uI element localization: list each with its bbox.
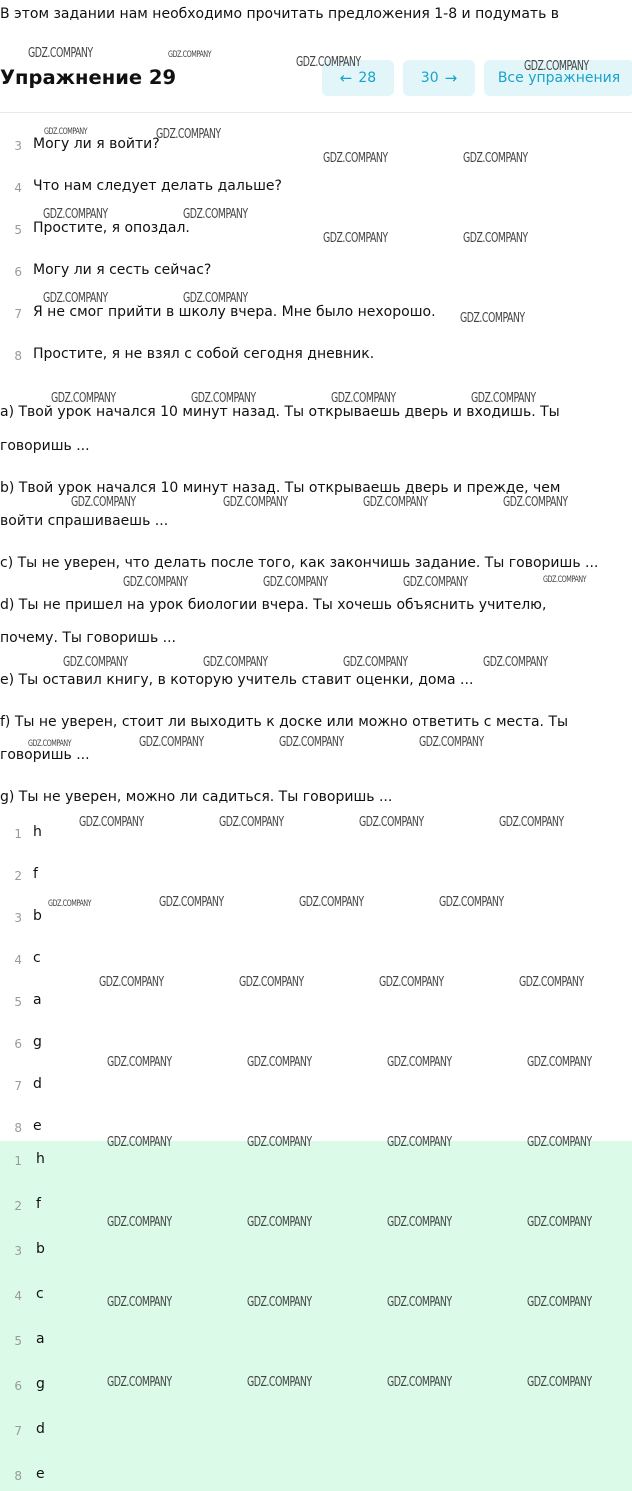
item-number: 8 xyxy=(14,349,22,363)
situation-line: f) Ты не уверен, стоит ли выходить к доске или можно ответить с места. Ты xyxy=(0,714,569,730)
watermark-text: GDZ.COMPANY xyxy=(463,151,528,166)
watermark-text: GDZ.COMPANY xyxy=(363,495,428,510)
watermark-text: GDZ.COMPANY xyxy=(247,1055,312,1070)
watermark-text: GDZ.COMPANY xyxy=(168,50,212,60)
answer-letter: f xyxy=(36,1196,41,1212)
situation-line: d) Ты не пришел на урок биологии вчера. Ты хочешь объяснить учителю, xyxy=(0,597,547,613)
watermark-text: GDZ.COMPANY xyxy=(379,975,444,990)
answer-letter: a xyxy=(36,1331,45,1347)
watermark-text: GDZ.COMPANY xyxy=(159,895,224,910)
situation-line: e) Ты оставил книгу, в которую учитель ставит оценки, дома ... xyxy=(0,672,474,688)
intro-text: В этом задании нам необходимо прочитать предложения 1-8 и подумать в xyxy=(0,6,560,22)
watermark-text: GDZ.COMPANY xyxy=(403,575,468,590)
prev-exercise-button[interactable] xyxy=(322,60,394,96)
watermark-text: GDZ.COMPANY xyxy=(543,575,587,585)
header-divider xyxy=(0,112,632,113)
watermark-text: GDZ.COMPANY xyxy=(279,735,344,750)
watermark-text: GDZ.COMPANY xyxy=(527,1215,592,1230)
watermark-text: GDZ.COMPANY xyxy=(99,975,164,990)
item-number: 3 xyxy=(14,139,22,153)
item-number: 5 xyxy=(14,1334,22,1348)
answer-letter: c xyxy=(33,950,41,966)
watermark-text: GDZ.COMPANY xyxy=(107,1375,172,1390)
item-number: 6 xyxy=(14,1379,22,1393)
watermark-text: GDZ.COMPANY xyxy=(79,815,144,830)
watermark-text: GDZ.COMPANY xyxy=(323,151,388,166)
situation-line: g) Ты не уверен, можно ли садиться. Ты говоришь ... xyxy=(0,789,393,805)
watermark-text: GDZ.COMPANY xyxy=(387,1135,452,1150)
watermark-text: GDZ.COMPANY xyxy=(28,739,72,749)
watermark-text: GDZ.COMPANY xyxy=(527,1375,592,1390)
watermark-text: GDZ.COMPANY xyxy=(299,895,364,910)
item-number: 8 xyxy=(14,1469,22,1483)
watermark-text: GDZ.COMPANY xyxy=(107,1135,172,1150)
item-number: 2 xyxy=(14,869,22,883)
watermark-text: GDZ.COMPANY xyxy=(387,1055,452,1070)
watermark-text: GDZ.COMPANY xyxy=(203,655,268,670)
watermark-text: GDZ.COMPANY xyxy=(191,391,256,406)
sentence-text: Что нам следует делать дальше? xyxy=(33,178,282,194)
sentence-text: Простите, я не взял с собой сегодня дневник. xyxy=(33,346,375,362)
watermark-text: GDZ.COMPANY xyxy=(524,59,589,74)
item-number: 4 xyxy=(14,953,22,967)
situation-line: b) Твой урок начался 10 минут назад. Ты открываешь дверь и прежде, чем xyxy=(0,480,561,496)
watermark-text: GDZ.COMPANY xyxy=(247,1135,312,1150)
situation-line: почему. Ты говоришь ... xyxy=(0,630,176,646)
watermark-text: GDZ.COMPANY xyxy=(331,391,396,406)
item-number: 6 xyxy=(14,265,22,279)
watermark-text: GDZ.COMPANY xyxy=(48,899,92,909)
item-number: 5 xyxy=(14,995,22,1009)
situation-line: войти спрашиваешь ... xyxy=(0,513,169,529)
watermark-text: GDZ.COMPANY xyxy=(460,311,525,326)
page-title: Упражнение 29 xyxy=(0,66,177,89)
item-number: 5 xyxy=(14,223,22,237)
watermark-text: GDZ.COMPANY xyxy=(123,575,188,590)
item-number: 8 xyxy=(14,1121,22,1135)
watermark-text: GDZ.COMPANY xyxy=(519,975,584,990)
watermark-text: GDZ.COMPANY xyxy=(43,207,108,222)
situation-line: говоришь ... xyxy=(0,747,90,763)
item-number: 6 xyxy=(14,1037,22,1051)
watermark-text: GDZ.COMPANY xyxy=(107,1295,172,1310)
answer-letter: h xyxy=(33,824,42,840)
item-number: 3 xyxy=(14,911,22,925)
watermark-text: GDZ.COMPANY xyxy=(247,1215,312,1230)
watermark-text: GDZ.COMPANY xyxy=(223,495,288,510)
watermark-text: GDZ.COMPANY xyxy=(247,1295,312,1310)
watermark-text: GDZ.COMPANY xyxy=(387,1375,452,1390)
watermark-text: GDZ.COMPANY xyxy=(28,46,93,61)
answer-letter: g xyxy=(36,1376,45,1392)
sentence-text: Могу ли я войти? xyxy=(33,136,160,152)
watermark-text: GDZ.COMPANY xyxy=(139,735,204,750)
solution-block xyxy=(0,1141,632,1491)
watermark-text: GDZ.COMPANY xyxy=(419,735,484,750)
answer-letter: c xyxy=(36,1286,44,1302)
watermark-text: GDZ.COMPANY xyxy=(323,231,388,246)
situation-line: a) Твой урок начался 10 минут назад. Ты открываешь дверь и входишь. Ты xyxy=(0,404,560,420)
answer-letter: a xyxy=(33,992,42,1008)
answer-letter: d xyxy=(33,1076,42,1092)
watermark-text: GDZ.COMPANY xyxy=(387,1295,452,1310)
item-number: 1 xyxy=(14,1154,22,1168)
item-number: 3 xyxy=(14,1244,22,1258)
watermark-text: GDZ.COMPANY xyxy=(107,1055,172,1070)
watermark-text: GDZ.COMPANY xyxy=(183,207,248,222)
item-number: 7 xyxy=(14,1079,22,1093)
watermark-text: GDZ.COMPANY xyxy=(527,1295,592,1310)
item-number: 4 xyxy=(14,1289,22,1303)
watermark-text: GDZ.COMPANY xyxy=(247,1375,312,1390)
watermark-text: GDZ.COMPANY xyxy=(471,391,536,406)
answer-letter: b xyxy=(33,908,42,924)
watermark-text: GDZ.COMPANY xyxy=(296,55,361,70)
watermark-text: GDZ.COMPANY xyxy=(359,815,424,830)
watermark-text: GDZ.COMPANY xyxy=(156,127,221,142)
watermark-text: GDZ.COMPANY xyxy=(483,655,548,670)
answer-letter: h xyxy=(36,1151,45,1167)
item-number: 2 xyxy=(14,1199,22,1213)
watermark-text: GDZ.COMPANY xyxy=(527,1135,592,1150)
answer-letter: d xyxy=(36,1421,45,1437)
answer-letter: g xyxy=(33,1034,42,1050)
watermark-text: GDZ.COMPANY xyxy=(239,975,304,990)
answer-letter: b xyxy=(36,1241,45,1257)
watermark-text: GDZ.COMPANY xyxy=(503,495,568,510)
watermark-text: GDZ.COMPANY xyxy=(107,1215,172,1230)
answer-letter: f xyxy=(33,866,38,882)
sentence-text: Могу ли я сесть сейчас? xyxy=(33,262,212,278)
watermark-text: GDZ.COMPANY xyxy=(499,815,564,830)
answer-letter: e xyxy=(36,1466,45,1482)
item-number: 7 xyxy=(14,307,22,321)
next-exercise-button[interactable] xyxy=(403,60,475,96)
all-exercises-button[interactable] xyxy=(484,60,632,96)
prev-exercise-label: 28 xyxy=(358,70,377,86)
watermark-text: GDZ.COMPANY xyxy=(219,815,284,830)
situation-line: c) Ты не уверен, что делать после того, как закончишь задание. Ты говоришь ... xyxy=(0,555,599,571)
sentence-text: Я не смог прийти в школу вчера. Мне было нехорошо. xyxy=(33,304,436,320)
sentence-text: Простите, я опоздал. xyxy=(33,220,190,236)
answer-letter: e xyxy=(33,1118,42,1134)
watermark-text: GDZ.COMPANY xyxy=(463,231,528,246)
watermark-text: GDZ.COMPANY xyxy=(44,127,88,137)
item-number: 7 xyxy=(14,1424,22,1438)
watermark-text: GDZ.COMPANY xyxy=(263,575,328,590)
watermark-text: GDZ.COMPANY xyxy=(43,291,108,306)
all-exercises-label: Все упражнения xyxy=(497,70,621,86)
watermark-text: GDZ.COMPANY xyxy=(439,895,504,910)
watermark-text: GDZ.COMPANY xyxy=(63,655,128,670)
watermark-text: GDZ.COMPANY xyxy=(51,391,116,406)
arrow-left-icon: ← xyxy=(339,69,353,87)
watermark-text: GDZ.COMPANY xyxy=(71,495,136,510)
situation-line: говоришь ... xyxy=(0,438,90,454)
watermark-text: GDZ.COMPANY xyxy=(183,291,248,306)
watermark-text: GDZ.COMPANY xyxy=(527,1055,592,1070)
watermark-text: GDZ.COMPANY xyxy=(343,655,408,670)
watermark-text: GDZ.COMPANY xyxy=(387,1215,452,1230)
arrow-right-icon: → xyxy=(444,69,458,87)
next-exercise-label: 30 xyxy=(420,70,439,86)
item-number: 4 xyxy=(14,181,22,195)
item-number: 1 xyxy=(14,827,22,841)
